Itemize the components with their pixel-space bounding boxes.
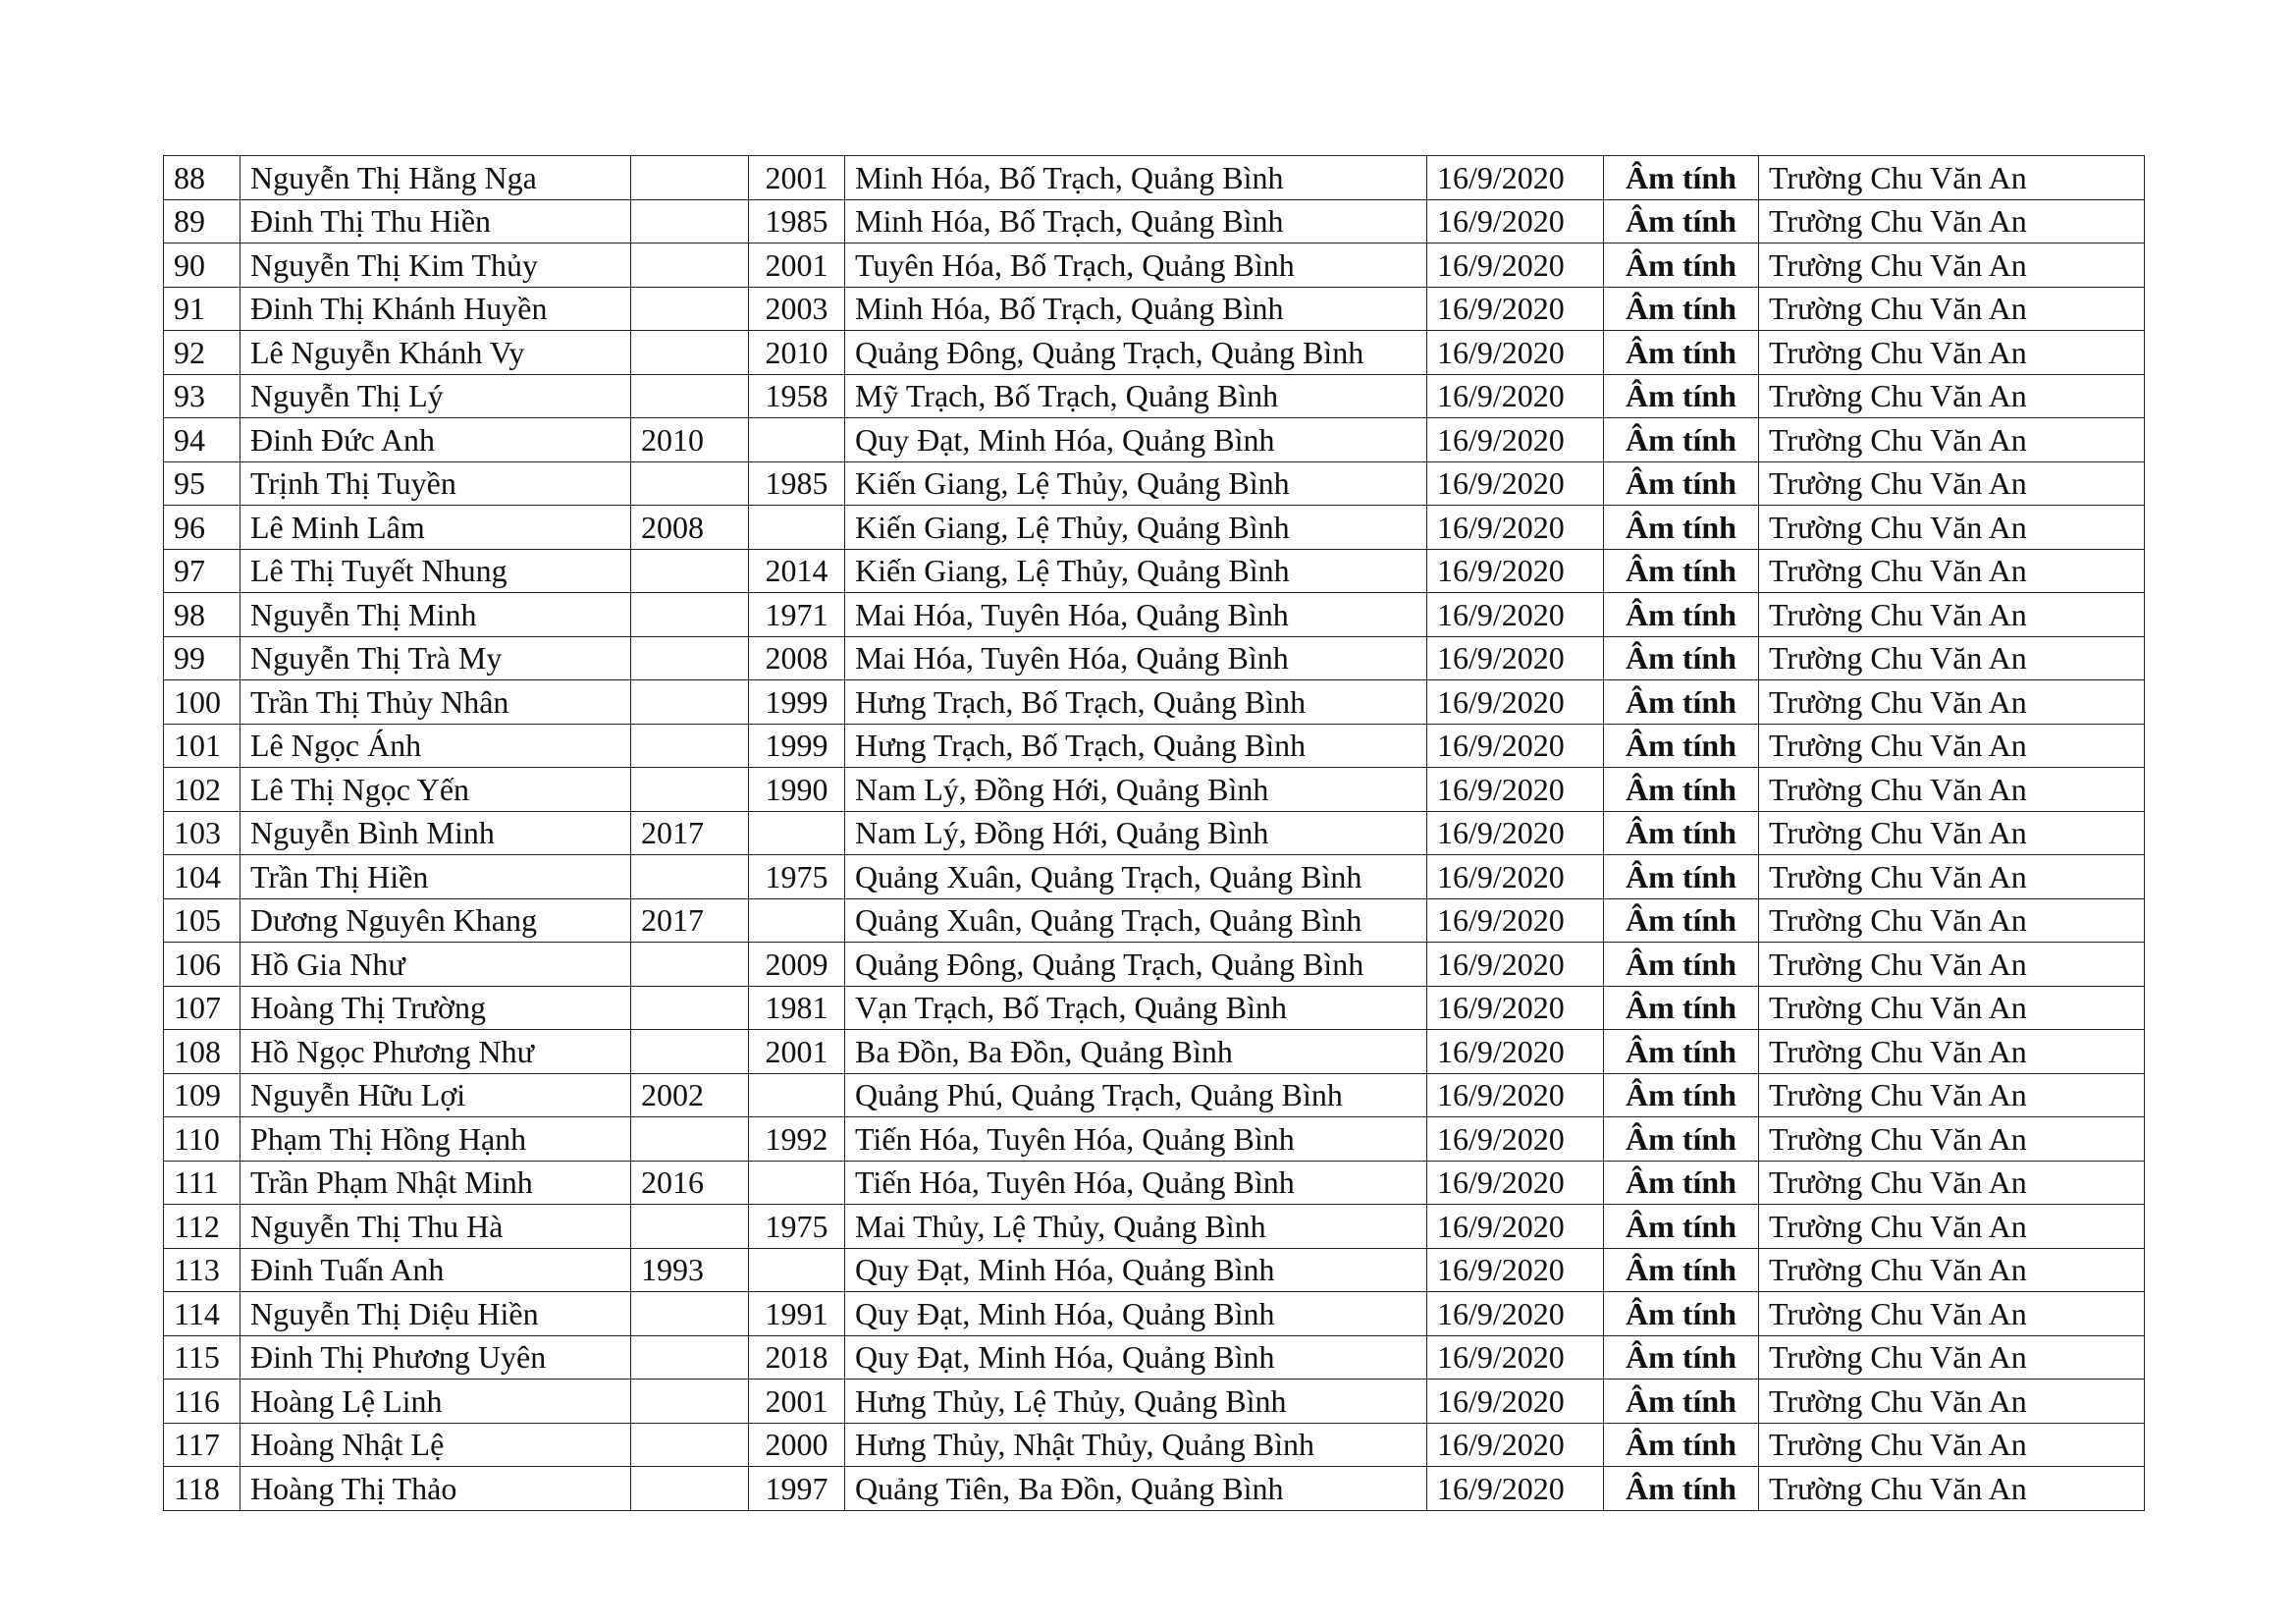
address-cell: Quảng Tiên, Ba Đồn, Quảng Bình [845,1467,1427,1511]
female-birth-year-cell: 1997 [749,1467,845,1511]
male-birth-year-cell [631,461,749,506]
test-result-cell: Âm tính [1604,1335,1759,1380]
full-name-cell: Đinh Tuấn Anh [240,1248,631,1292]
row-number-cell: 101 [164,724,240,768]
isolation-place-cell: Trường Chu Văn An [1759,1292,2145,1336]
female-birth-year-cell [749,811,845,855]
full-name-cell: Hoàng Nhật Lệ [240,1423,631,1467]
row-number-cell: 89 [164,199,240,244]
test-result-cell: Âm tính [1604,811,1759,855]
full-name-cell: Hồ Gia Như [240,943,631,987]
address-cell: Quảng Phú, Quảng Trạch, Quảng Bình [845,1073,1427,1117]
address-cell: Kiến Giang, Lệ Thủy, Quảng Bình [845,461,1427,506]
female-birth-year-cell: 2001 [749,244,845,288]
test-result-cell: Âm tính [1604,1380,1759,1424]
test-date-cell: 16/9/2020 [1427,199,1604,244]
isolation-place-cell: Trường Chu Văn An [1759,1380,2145,1424]
isolation-place-cell: Trường Chu Văn An [1759,1205,2145,1249]
female-birth-year-cell [749,418,845,462]
female-birth-year-cell: 2018 [749,1335,845,1380]
female-birth-year-cell: 2009 [749,943,845,987]
table-body [164,156,2145,1511]
male-birth-year-cell: 2017 [631,811,749,855]
test-date-cell: 16/9/2020 [1427,1335,1604,1380]
row-number-cell: 117 [164,1423,240,1467]
male-birth-year-cell: 2002 [631,1073,749,1117]
test-date-cell: 16/9/2020 [1427,593,1604,637]
table-row [164,1423,2145,1467]
test-date-cell: 16/9/2020 [1427,943,1604,987]
male-birth-year-cell [631,244,749,288]
isolation-place-cell: Trường Chu Văn An [1759,898,2145,943]
test-date-cell: 16/9/2020 [1427,724,1604,768]
table-row [164,1467,2145,1511]
table-row [164,331,2145,375]
test-result-cell: Âm tính [1604,680,1759,725]
female-birth-year-cell: 1991 [749,1292,845,1336]
isolation-place-cell: Trường Chu Văn An [1759,374,2145,418]
row-number-cell: 106 [164,943,240,987]
test-date-cell: 16/9/2020 [1427,156,1604,200]
female-birth-year-cell: 1975 [749,1205,845,1249]
isolation-place-cell: Trường Chu Văn An [1759,1030,2145,1074]
test-date-cell: 16/9/2020 [1427,811,1604,855]
test-result-cell: Âm tính [1604,1161,1759,1205]
full-name-cell: Trần Thị Hiền [240,855,631,899]
row-number-cell: 113 [164,1248,240,1292]
female-birth-year-cell: 1975 [749,855,845,899]
test-date-cell: 16/9/2020 [1427,418,1604,462]
address-cell: Tiến Hóa, Tuyên Hóa, Quảng Bình [845,1161,1427,1205]
male-birth-year-cell [631,855,749,899]
female-birth-year-cell: 2001 [749,1030,845,1074]
female-birth-year-cell: 1958 [749,374,845,418]
row-number-cell: 105 [164,898,240,943]
full-name-cell: Trần Thị Thủy Nhân [240,680,631,725]
full-name-cell: Phạm Thị Hồng Hạnh [240,1117,631,1162]
address-cell: Quảng Xuân, Quảng Trạch, Quảng Bình [845,898,1427,943]
test-result-cell: Âm tính [1604,1117,1759,1162]
test-date-cell: 16/9/2020 [1427,855,1604,899]
address-cell: Quy Đạt, Minh Hóa, Quảng Bình [845,1292,1427,1336]
table-row [164,156,2145,200]
female-birth-year-cell: 2001 [749,156,845,200]
full-name-cell: Nguyễn Thị Diệu Hiền [240,1292,631,1336]
table-row [164,768,2145,812]
table-row [164,374,2145,418]
female-birth-year-cell: 2000 [749,1423,845,1467]
test-result-cell: Âm tính [1604,724,1759,768]
full-name-cell: Trần Phạm Nhật Minh [240,1161,631,1205]
female-birth-year-cell: 1985 [749,461,845,506]
male-birth-year-cell [631,331,749,375]
male-birth-year-cell [631,287,749,331]
isolation-place-cell: Trường Chu Văn An [1759,461,2145,506]
test-date-cell: 16/9/2020 [1427,244,1604,288]
full-name-cell: Lê Thị Tuyết Nhung [240,549,631,593]
male-birth-year-cell [631,986,749,1030]
row-number-cell: 94 [164,418,240,462]
full-name-cell: Lê Thị Ngọc Yến [240,768,631,812]
test-date-cell: 16/9/2020 [1427,374,1604,418]
table-row [164,680,2145,725]
full-name-cell: Lê Minh Lâm [240,506,631,550]
test-date-cell: 16/9/2020 [1427,1292,1604,1336]
isolation-place-cell: Trường Chu Văn An [1759,943,2145,987]
full-name-cell: Nguyễn Thị Trà My [240,636,631,680]
female-birth-year-cell: 2008 [749,636,845,680]
full-name-cell: Lê Ngọc Ánh [240,724,631,768]
test-date-cell: 16/9/2020 [1427,1030,1604,1074]
address-cell: Kiến Giang, Lệ Thủy, Quảng Bình [845,549,1427,593]
table-row [164,1335,2145,1380]
address-cell: Quảng Đông, Quảng Trạch, Quảng Bình [845,943,1427,987]
row-number-cell: 111 [164,1161,240,1205]
full-name-cell: Nguyễn Thị Minh [240,593,631,637]
male-birth-year-cell [631,1335,749,1380]
table-row [164,1380,2145,1424]
full-name-cell: Đinh Đức Anh [240,418,631,462]
table-row [164,636,2145,680]
test-result-cell: Âm tính [1604,1205,1759,1249]
male-birth-year-cell [631,724,749,768]
male-birth-year-cell [631,943,749,987]
isolation-place-cell: Trường Chu Văn An [1759,724,2145,768]
isolation-place-cell: Trường Chu Văn An [1759,811,2145,855]
row-number-cell: 112 [164,1205,240,1249]
female-birth-year-cell: 1985 [749,199,845,244]
male-birth-year-cell [631,199,749,244]
male-birth-year-cell [631,1117,749,1162]
address-cell: Quảng Xuân, Quảng Trạch, Quảng Bình [845,855,1427,899]
female-birth-year-cell [749,506,845,550]
isolation-place-cell: Trường Chu Văn An [1759,506,2145,550]
male-birth-year-cell [631,1030,749,1074]
isolation-place-cell: Trường Chu Văn An [1759,1335,2145,1380]
row-number-cell: 115 [164,1335,240,1380]
full-name-cell: Trịnh Thị Tuyền [240,461,631,506]
female-birth-year-cell: 2001 [749,1380,845,1424]
test-result-cell: Âm tính [1604,1030,1759,1074]
isolation-place-cell: Trường Chu Văn An [1759,287,2145,331]
table-row [164,898,2145,943]
isolation-place-cell: Trường Chu Văn An [1759,1423,2145,1467]
full-name-cell: Đinh Thị Thu Hiền [240,199,631,244]
address-cell: Nam Lý, Đồng Hới, Quảng Bình [845,768,1427,812]
test-date-cell: 16/9/2020 [1427,1467,1604,1511]
test-result-cell: Âm tính [1604,156,1759,200]
full-name-cell: Đinh Thị Khánh Huyền [240,287,631,331]
table-row [164,943,2145,987]
table-row [164,506,2145,550]
table-row [164,287,2145,331]
test-date-cell: 16/9/2020 [1427,636,1604,680]
isolation-place-cell: Trường Chu Văn An [1759,1467,2145,1511]
female-birth-year-cell: 1999 [749,680,845,725]
isolation-place-cell: Trường Chu Văn An [1759,549,2145,593]
table-row [164,855,2145,899]
full-name-cell: Đinh Thị Phương Uyên [240,1335,631,1380]
row-number-cell: 103 [164,811,240,855]
address-cell: Hưng Thủy, Lệ Thủy, Quảng Bình [845,1380,1427,1424]
table-row [164,199,2145,244]
table-row [164,1161,2145,1205]
table-row [164,724,2145,768]
test-result-cell: Âm tính [1604,986,1759,1030]
test-date-cell: 16/9/2020 [1427,506,1604,550]
isolation-place-cell: Trường Chu Văn An [1759,156,2145,200]
test-date-cell: 16/9/2020 [1427,1205,1604,1249]
male-birth-year-cell [631,768,749,812]
table-row [164,811,2145,855]
female-birth-year-cell: 2003 [749,287,845,331]
row-number-cell: 98 [164,593,240,637]
full-name-cell: Lê Nguyễn Khánh Vy [240,331,631,375]
row-number-cell: 90 [164,244,240,288]
isolation-place-cell: Trường Chu Văn An [1759,986,2145,1030]
test-date-cell: 16/9/2020 [1427,986,1604,1030]
male-birth-year-cell [631,1423,749,1467]
isolation-place-cell: Trường Chu Văn An [1759,331,2145,375]
test-date-cell: 16/9/2020 [1427,768,1604,812]
full-name-cell: Dương Nguyên Khang [240,898,631,943]
address-cell: Hưng Thủy, Nhật Thủy, Quảng Bình [845,1423,1427,1467]
isolation-place-cell: Trường Chu Văn An [1759,244,2145,288]
female-birth-year-cell [749,1073,845,1117]
row-number-cell: 93 [164,374,240,418]
address-cell: Hưng Trạch, Bố Trạch, Quảng Bình [845,680,1427,725]
male-birth-year-cell [631,1292,749,1336]
test-date-cell: 16/9/2020 [1427,287,1604,331]
full-name-cell: Nguyễn Thị Thu Hà [240,1205,631,1249]
test-date-cell: 16/9/2020 [1427,461,1604,506]
table-row [164,1248,2145,1292]
row-number-cell: 88 [164,156,240,200]
row-number-cell: 118 [164,1467,240,1511]
male-birth-year-cell [631,680,749,725]
test-result-cell: Âm tính [1604,1073,1759,1117]
test-result-cell: Âm tính [1604,898,1759,943]
female-birth-year-cell [749,898,845,943]
male-birth-year-cell: 2017 [631,898,749,943]
address-cell: Quy Đạt, Minh Hóa, Quảng Bình [845,418,1427,462]
table-row [164,461,2145,506]
female-birth-year-cell [749,1248,845,1292]
test-date-cell: 16/9/2020 [1427,549,1604,593]
test-date-cell: 16/9/2020 [1427,1117,1604,1162]
female-birth-year-cell: 1992 [749,1117,845,1162]
row-number-cell: 104 [164,855,240,899]
male-birth-year-cell: 2016 [631,1161,749,1205]
row-number-cell: 102 [164,768,240,812]
row-number-cell: 110 [164,1117,240,1162]
male-birth-year-cell: 2008 [631,506,749,550]
row-number-cell: 92 [164,331,240,375]
row-number-cell: 109 [164,1073,240,1117]
isolation-place-cell: Trường Chu Văn An [1759,768,2145,812]
test-result-cell: Âm tính [1604,855,1759,899]
row-number-cell: 116 [164,1380,240,1424]
address-cell: Quảng Đông, Quảng Trạch, Quảng Bình [845,331,1427,375]
address-cell: Mai Thủy, Lệ Thủy, Quảng Bình [845,1205,1427,1249]
test-result-cell: Âm tính [1604,549,1759,593]
male-birth-year-cell [631,1467,749,1511]
isolation-place-cell: Trường Chu Văn An [1759,680,2145,725]
table-row [164,1073,2145,1117]
isolation-place-cell: Trường Chu Văn An [1759,1073,2145,1117]
table-row [164,549,2145,593]
row-number-cell: 99 [164,636,240,680]
test-result-cell: Âm tính [1604,1423,1759,1467]
address-cell: Tiến Hóa, Tuyên Hóa, Quảng Bình [845,1117,1427,1162]
row-number-cell: 96 [164,506,240,550]
row-number-cell: 95 [164,461,240,506]
isolation-place-cell: Trường Chu Văn An [1759,593,2145,637]
isolation-place-cell: Trường Chu Văn An [1759,1248,2145,1292]
test-result-cell: Âm tính [1604,506,1759,550]
row-number-cell: 100 [164,680,240,725]
address-cell: Hưng Trạch, Bố Trạch, Quảng Bình [845,724,1427,768]
address-cell: Ba Đồn, Ba Đồn, Quảng Bình [845,1030,1427,1074]
female-birth-year-cell: 1971 [749,593,845,637]
table-row [164,1030,2145,1074]
test-result-cell: Âm tính [1604,1467,1759,1511]
test-result-cell: Âm tính [1604,199,1759,244]
full-name-cell: Hoàng Thị Trường [240,986,631,1030]
test-result-cell: Âm tính [1604,768,1759,812]
test-date-cell: 16/9/2020 [1427,1380,1604,1424]
isolation-place-cell: Trường Chu Văn An [1759,199,2145,244]
address-cell: Minh Hóa, Bố Trạch, Quảng Bình [845,199,1427,244]
test-date-cell: 16/9/2020 [1427,898,1604,943]
isolation-place-cell: Trường Chu Văn An [1759,418,2145,462]
full-name-cell: Hoàng Lệ Linh [240,1380,631,1424]
row-number-cell: 107 [164,986,240,1030]
test-result-cell: Âm tính [1604,1292,1759,1336]
table-row [164,1292,2145,1336]
male-birth-year-cell: 1993 [631,1248,749,1292]
full-name-cell: Nguyễn Bình Minh [240,811,631,855]
table-row [164,418,2145,462]
address-cell: Quy Đạt, Minh Hóa, Quảng Bình [845,1248,1427,1292]
test-result-cell: Âm tính [1604,418,1759,462]
male-birth-year-cell [631,1205,749,1249]
male-birth-year-cell [631,374,749,418]
isolation-place-cell: Trường Chu Văn An [1759,1161,2145,1205]
test-result-cell: Âm tính [1604,593,1759,637]
male-birth-year-cell [631,1380,749,1424]
test-date-cell: 16/9/2020 [1427,1073,1604,1117]
female-birth-year-cell: 2014 [749,549,845,593]
address-cell: Mai Hóa, Tuyên Hóa, Quảng Bình [845,636,1427,680]
row-number-cell: 114 [164,1292,240,1336]
full-name-cell: Nguyễn Thị Kim Thủy [240,244,631,288]
full-name-cell: Nguyễn Thị Hằng Nga [240,156,631,200]
female-birth-year-cell: 1999 [749,724,845,768]
full-name-cell: Nguyễn Hữu Lợi [240,1073,631,1117]
address-cell: Minh Hóa, Bố Trạch, Quảng Bình [845,156,1427,200]
test-date-cell: 16/9/2020 [1427,680,1604,725]
address-cell: Nam Lý, Đồng Hới, Quảng Bình [845,811,1427,855]
isolation-place-cell: Trường Chu Văn An [1759,1117,2145,1162]
male-birth-year-cell [631,636,749,680]
test-result-cell: Âm tính [1604,331,1759,375]
test-date-cell: 16/9/2020 [1427,1161,1604,1205]
test-result-cell: Âm tính [1604,287,1759,331]
male-birth-year-cell: 2010 [631,418,749,462]
address-cell: Quy Đạt, Minh Hóa, Quảng Bình [845,1335,1427,1380]
female-birth-year-cell: 1990 [749,768,845,812]
address-cell: Kiến Giang, Lệ Thủy, Quảng Bình [845,506,1427,550]
test-date-cell: 16/9/2020 [1427,1248,1604,1292]
table-row [164,986,2145,1030]
female-birth-year-cell [749,1161,845,1205]
test-results-table [163,155,2145,1511]
test-result-cell: Âm tính [1604,1248,1759,1292]
full-name-cell: Hoàng Thị Thảo [240,1467,631,1511]
row-number-cell: 97 [164,549,240,593]
female-birth-year-cell: 2010 [749,331,845,375]
row-number-cell: 108 [164,1030,240,1074]
table-row [164,1205,2145,1249]
female-birth-year-cell: 1981 [749,986,845,1030]
address-cell: Mỹ Trạch, Bố Trạch, Quảng Bình [845,374,1427,418]
test-date-cell: 16/9/2020 [1427,1423,1604,1467]
address-cell: Tuyên Hóa, Bố Trạch, Quảng Bình [845,244,1427,288]
test-result-cell: Âm tính [1604,636,1759,680]
address-cell: Minh Hóa, Bố Trạch, Quảng Bình [845,287,1427,331]
isolation-place-cell: Trường Chu Văn An [1759,636,2145,680]
full-name-cell: Nguyễn Thị Lý [240,374,631,418]
table-row [164,244,2145,288]
table-row [164,593,2145,637]
male-birth-year-cell [631,593,749,637]
test-result-cell: Âm tính [1604,374,1759,418]
test-result-cell: Âm tính [1604,461,1759,506]
isolation-place-cell: Trường Chu Văn An [1759,855,2145,899]
row-number-cell: 91 [164,287,240,331]
full-name-cell: Hồ Ngọc Phương Như [240,1030,631,1074]
male-birth-year-cell [631,156,749,200]
address-cell: Mai Hóa, Tuyên Hóa, Quảng Bình [845,593,1427,637]
test-result-cell: Âm tính [1604,943,1759,987]
test-result-cell: Âm tính [1604,244,1759,288]
address-cell: Vạn Trạch, Bố Trạch, Quảng Bình [845,986,1427,1030]
test-date-cell: 16/9/2020 [1427,331,1604,375]
table-row [164,1117,2145,1162]
male-birth-year-cell [631,549,749,593]
